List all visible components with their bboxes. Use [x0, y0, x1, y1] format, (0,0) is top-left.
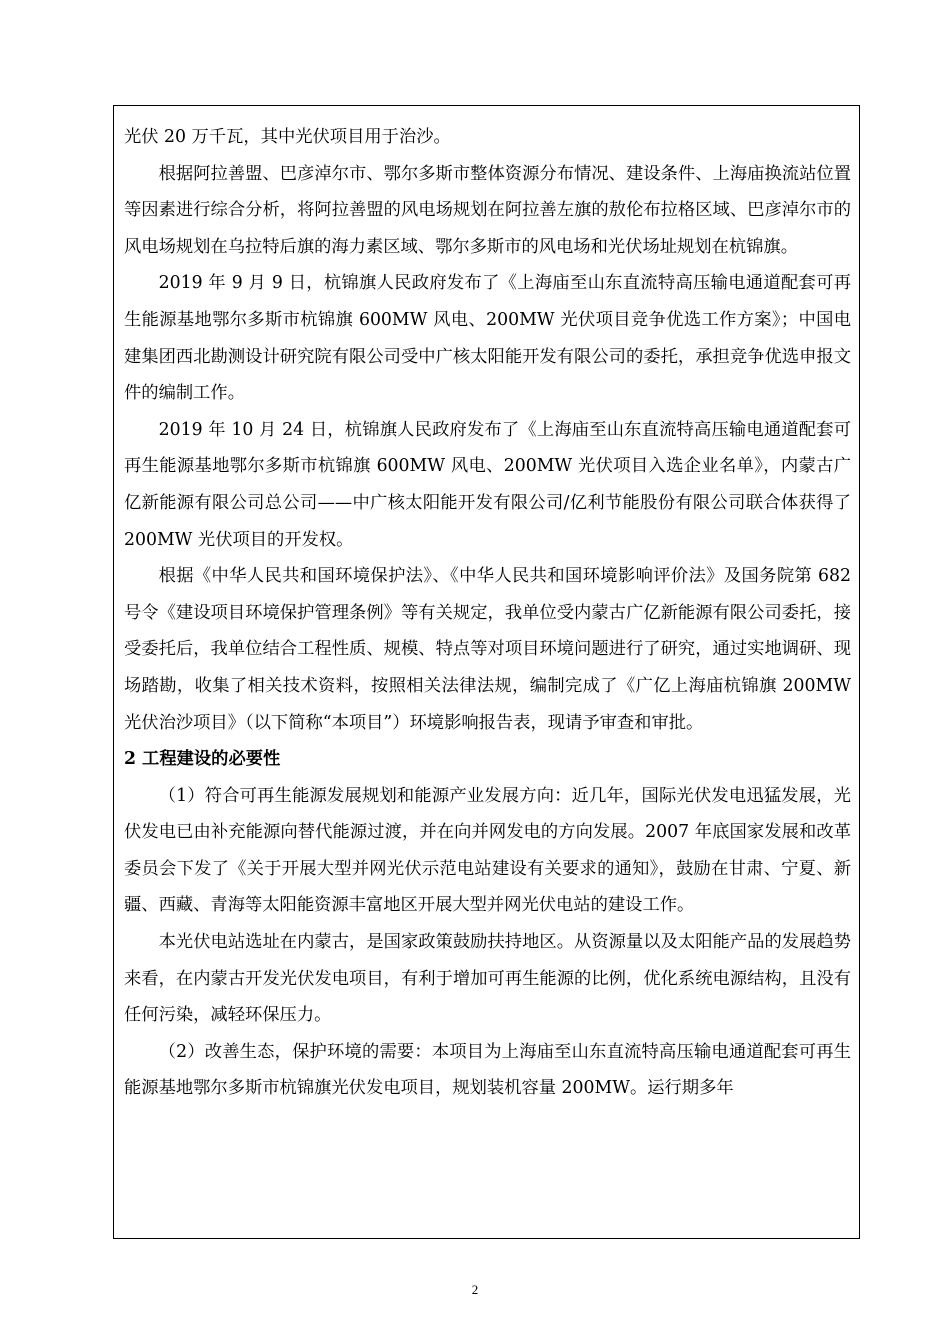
paragraph: 光伏 20 万千瓦，其中光伏项目用于治沙。: [124, 127, 451, 147]
document-body: [124, 119, 851, 1107]
page-number: 2: [471, 1282, 479, 1297]
paragraph: 本光伏电站选址在内蒙古，是国家政策鼓励扶持地区。从资源量以及太阳能产品的发展趋势来看，在内蒙古开发光伏发电项目，有利于增加可再生能源的比例，优化系统电源结构，且没有任何污染，减轻环保压力。: [124, 932, 851, 1026]
paragraph: 2019 年 9 月 9 日，杭锦旗人民政府发布了《上海庙至山东直流特高压输电通道配套可再生能源基地鄂尔多斯市杭锦旗 600MW 风电、200MW 光伏项目竞争优选工作方案》；中国电建集团西北勘测设计研究院有限公司受中广核太阳能开发有限公司的委托，承担竞争优选申报文件的编制工作。: [124, 273, 851, 404]
paragraph: 2019 年 10 月 24 日，杭锦旗人民政府发布了《上海庙至山东直流特高压输电通道配套可再生能源基地鄂尔多斯市杭锦旗 600MW 风电、200MW 光伏项目入选企业名单》，内蒙古广亿新能源有限公司总公司——中广核太阳能开发有限公司/亿利节能股份有限公司联合体获得了 200MW 光伏项目的开发权。: [124, 419, 851, 550]
paragraph: 根据阿拉善盟、巴彦淖尔市、鄂尔多斯市整体资源分布情况、建设条件、上海庙换流站位置等因素进行综合分析，将阿拉善盟的风电场规划在阿拉善左旗的敖伦布拉格区域、巴彦淖尔市的风电场规划在乌拉特后旗的海力素区域、鄂尔多斯市的风电场和光伏场址规划在杭锦旗。: [124, 163, 851, 257]
section-heading: 2 工程建设的必要性: [124, 749, 281, 770]
paragraph: （2）改善生态，保护环境的需要：本项目为上海庙至山东直流特高压输电通道配套可再生能源基地鄂尔多斯市杭锦旗光伏发电项目，规划装机容量 200MW。运行期多年: [124, 1041, 851, 1099]
paragraph: 根据《中华人民共和国环境保护法》、《中华人民共和国环境影响评价法》及国务院第 682 号令《建设项目环境保护管理条例》等有关规定，我单位受内蒙古广亿新能源有限公司委托，接受委托后，我单位结合工程性质、规模、特点等对项目环境问题进行了研究，通过实地调研、现场踏勘，收集了相关技术资料，按照相关法律法规，编制完成了《广亿上海庙杭锦旗 200MW 光伏治沙项目》（以下简称“本项目”）环境影响报告表，现请予审查和审批。: [124, 566, 851, 733]
paragraph: （1）符合可再生能源发展规划和能源产业发展方向：近几年，国际光伏发电迅猛发展，光伏发电已由补充能源向替代能源过渡，并在向并网发电的方向发展。2007 年底国家发展和改革委员会下发了《关于开展大型并网光伏示范电站建设有关要求的通知》，鼓励在甘肃、宁夏、新疆、西藏、青海等太阳能资源丰富地区开展大型并网光伏电站的建设工作。: [124, 785, 851, 916]
content-frame: [113, 105, 860, 1239]
